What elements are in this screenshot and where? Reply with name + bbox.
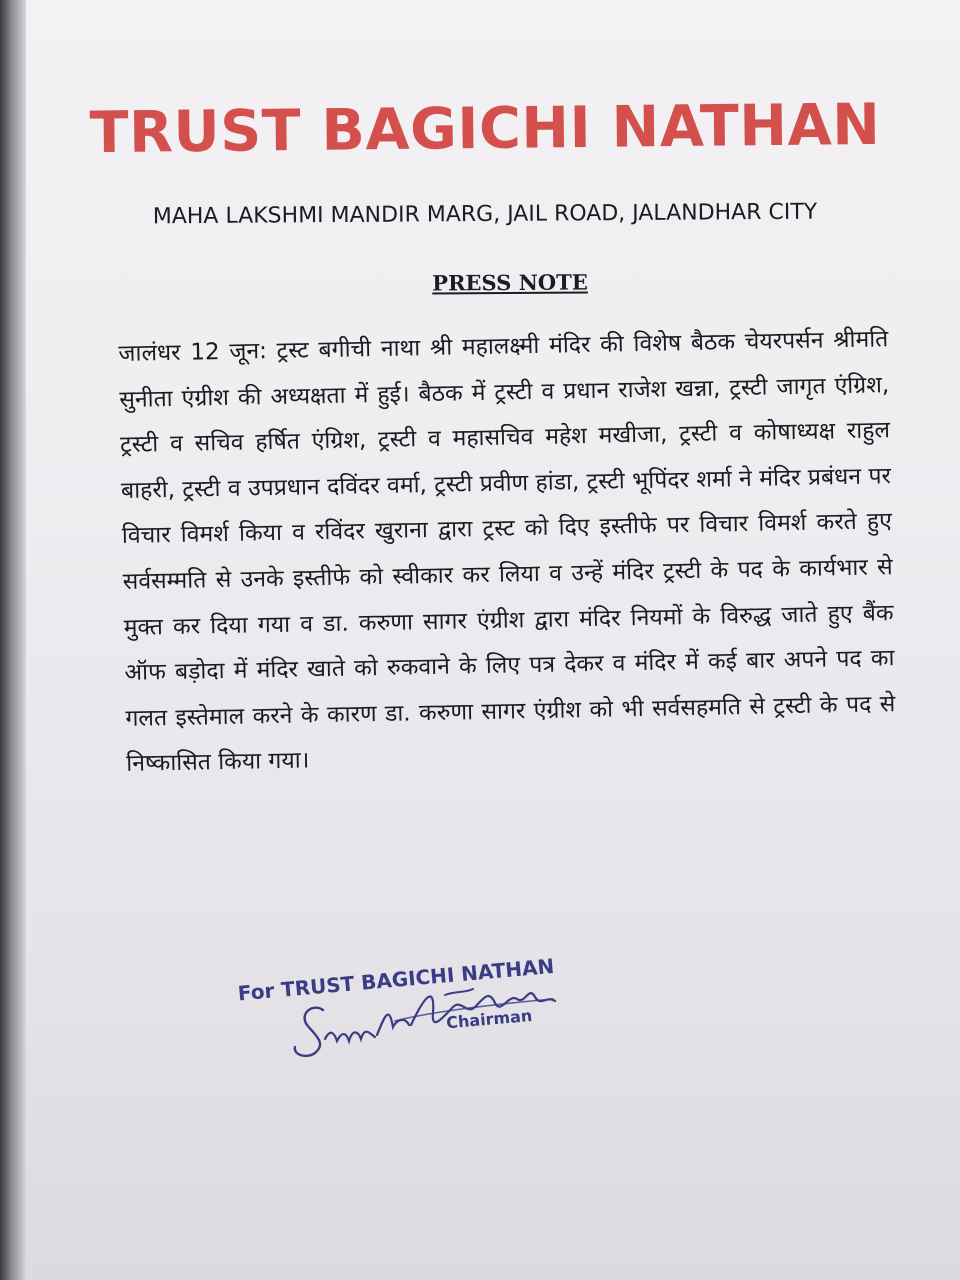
page-shadow-edge bbox=[0, 0, 26, 1280]
stamp-role: Chairman bbox=[445, 1005, 533, 1033]
press-note-body: जालंधर 12 जून: ट्रस्ट बगीची नाथा श्री महालक्ष्मी मंदिर की विशेष बैठक चेयरपर्सन श्रीमति सुनीता एंग्रीश की अध्यक्षता में हुई। बैठक में ट्रस्टी व प्रधान राजेश खन्ना, ट्रस्टी जागृत एंग्रिश, ट्रस्टी व सचिव हर्षित एंग्रिश, ट्रस्टी व महासचिव महेश मखीजा, ट्रस्टी व कोषाध्यक्ष राहुल बाहरी, ट्रस्टी व उपप्रधान दविंदर वर्मा, ट्रस्टी प्रवीण हांडा, ट्रस्टी भूपिंदर शर्मा ने मंदिर प्रबंधन पर विचार विमर्श किया व रविंदर खुराना द्वारा ट्रस्ट को दिए इस्तीफे पर विचार विमर्श करते हुए सर्वसम्मति से उनके इस्तीफे को स्वीकार कर लिया व उन्हें मंदिर ट्रस्टी के पद के कार्यभार से मुक्त कर दिया गया व डा. करुणा सागर एंग्रीश द्वारा मंदिर नियमों के विरुद्ध जाते हुए बैंक ऑफ बड़ोदा में मंदिर खाते को रुकवाने के लिए पत्र देकर व मंदिर में कई बार अपने पद का गलत इस्तेमाल करने के कारण डा. करुणा सागर एंग्रीश को भी सर्वसहमति से ट्रस्टी के पद से निष्कासित किया गया। bbox=[118, 326, 896, 778]
letterhead-address: MAHA LAKSHMI MANDIR MARG, JAIL ROAD, JALANDHAR CITY bbox=[152, 199, 818, 230]
letterhead-title: TRUST BAGICHI NATHAN bbox=[89, 91, 881, 167]
press-note-heading: PRESS NOTE bbox=[432, 269, 588, 296]
stamp-org-line: For TRUST BAGICHI NATHAN bbox=[236, 953, 556, 1006]
chairman-signature bbox=[285, 955, 585, 1065]
